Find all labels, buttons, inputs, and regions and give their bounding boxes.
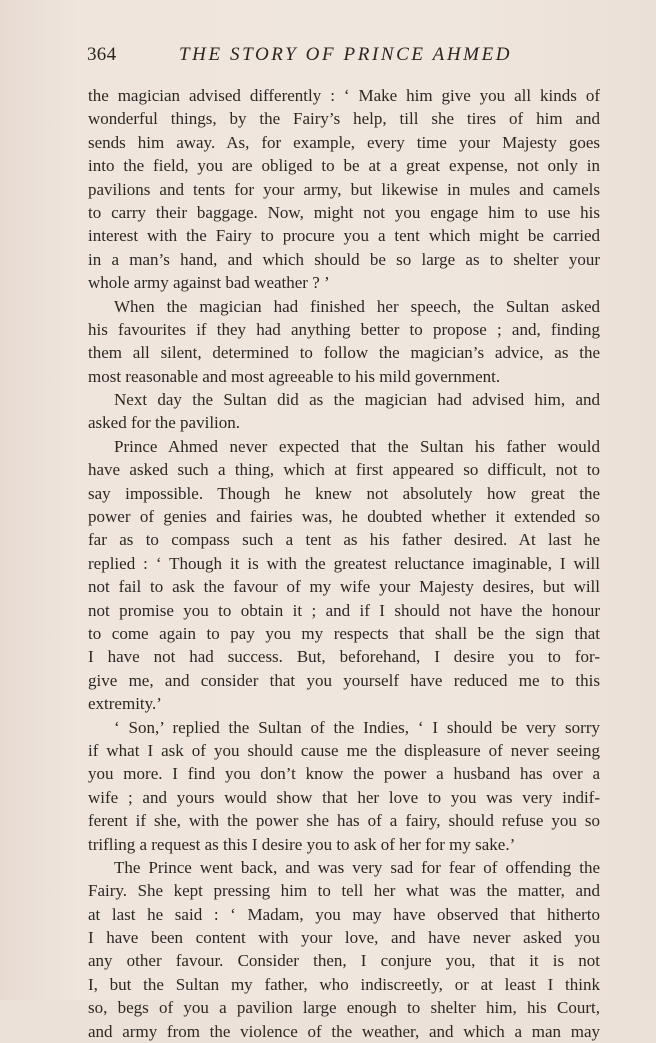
text-line: wife ; and yours would show that her love to you was very indif- <box>88 787 600 807</box>
text-line: give me, and consider that you yourself have reduced me to this <box>88 670 600 690</box>
text-line: you more. I find you don’t know the power a husband has over a <box>88 764 600 784</box>
text-line: extremity.’ <box>88 694 162 714</box>
text-line: interest with the Fairy to procure you a tent which might be carried <box>88 226 600 246</box>
text-line: any other favour. Consider then, I conjure you, that it is not <box>88 951 600 971</box>
text-line: I have not had success. But, beforehand, I desire you to for- <box>88 647 600 667</box>
text-line: them all silent, determined to follow the magician’s advice, as the <box>88 343 600 363</box>
text-line: I have been content with your love, and have never asked you <box>88 928 600 948</box>
text-line: replied : ‘ Though it is with the greatest reluctance imaginable, I will <box>88 553 600 573</box>
text-line: ferent if she, with the power she has of a fairy, should refuse you so <box>88 811 600 831</box>
text-line: I, but the Sultan my father, who indiscreetly, or at least I think <box>88 974 600 994</box>
text-line: in a man’s hand, and which should be so large as to shelter your <box>88 249 600 269</box>
text-line: When the magician had finished her speech, the Sultan asked <box>114 296 600 316</box>
text-line: and army from the violence of the weather, and which a man may <box>88 1021 600 1041</box>
text-line: most reasonable and most agreeable to his mild government. <box>88 366 501 386</box>
text-line: The Prince went back, and was very sad for fear of offending the <box>114 857 600 877</box>
text-line: have asked such a thing, which at first appeared so difficult, not to <box>88 460 600 480</box>
text-line: so, begs of you a pavilion large enough to shelter him, his Court, <box>88 998 600 1018</box>
text-line: sends him away. As, for example, every time your Majesty goes <box>88 132 600 152</box>
text-line: into the field, you are obliged to be at a great expense, not only in <box>88 156 600 176</box>
text-line: not promise you to obtain it ; and if I should not have the honour <box>88 600 600 620</box>
text-line: whole army against bad weather ? ’ <box>88 273 330 293</box>
text-line: Fairy. She kept pressing him to tell her what was the matter, and <box>88 881 600 901</box>
page-number: 364 <box>87 44 117 65</box>
text-line: asked for the pavilion. <box>88 413 241 433</box>
text-line: to carry their baggage. Now, might not you engage him to use his <box>88 202 600 222</box>
text-line: pavilions and tents for your army, but likewise in mules and camels <box>88 179 600 199</box>
text-line: power of genies and fairies was, he doubted whether it extended so <box>88 507 600 527</box>
text-line: far as to compass such a tent as his father desired. At last he <box>88 530 600 550</box>
text-line: if what I ask of you should cause me the displeasure of never seeing <box>88 740 600 760</box>
text-line: Prince Ahmed never expected that the Sultan his father would <box>114 436 600 456</box>
text-line: Next day the Sultan did as the magician had advised him, and <box>114 390 600 410</box>
page-header <box>87 44 607 70</box>
running-title: THE STORY OF PRINCE AHMED <box>179 44 513 65</box>
text-line: trifling a request as this I desire you to ask of her for my sake.’ <box>88 834 516 854</box>
body-text <box>88 84 600 1043</box>
text-line: ‘ Son,’ replied the Sultan of the Indies, ‘ I should be very sorry <box>114 717 600 737</box>
text-line: not fail to ask the favour of my wife your Majesty desires, but will <box>88 577 600 597</box>
text-line: the magician advised differently : ‘ Make him give you all kinds of <box>88 86 600 105</box>
text-line: at last he said : ‘ Madam, you may have observed that hitherto <box>88 904 600 924</box>
text-line: his favourites if they had anything better to propose ; and, finding <box>88 319 600 339</box>
text-line: to come again to pay you my respects that shall be the sign that <box>88 623 600 643</box>
text-line: say impossible. Though he knew not absolutely how great the <box>88 483 600 503</box>
text-line: wonderful things, by the Fairy’s help, till she tires of him and <box>88 109 600 129</box>
